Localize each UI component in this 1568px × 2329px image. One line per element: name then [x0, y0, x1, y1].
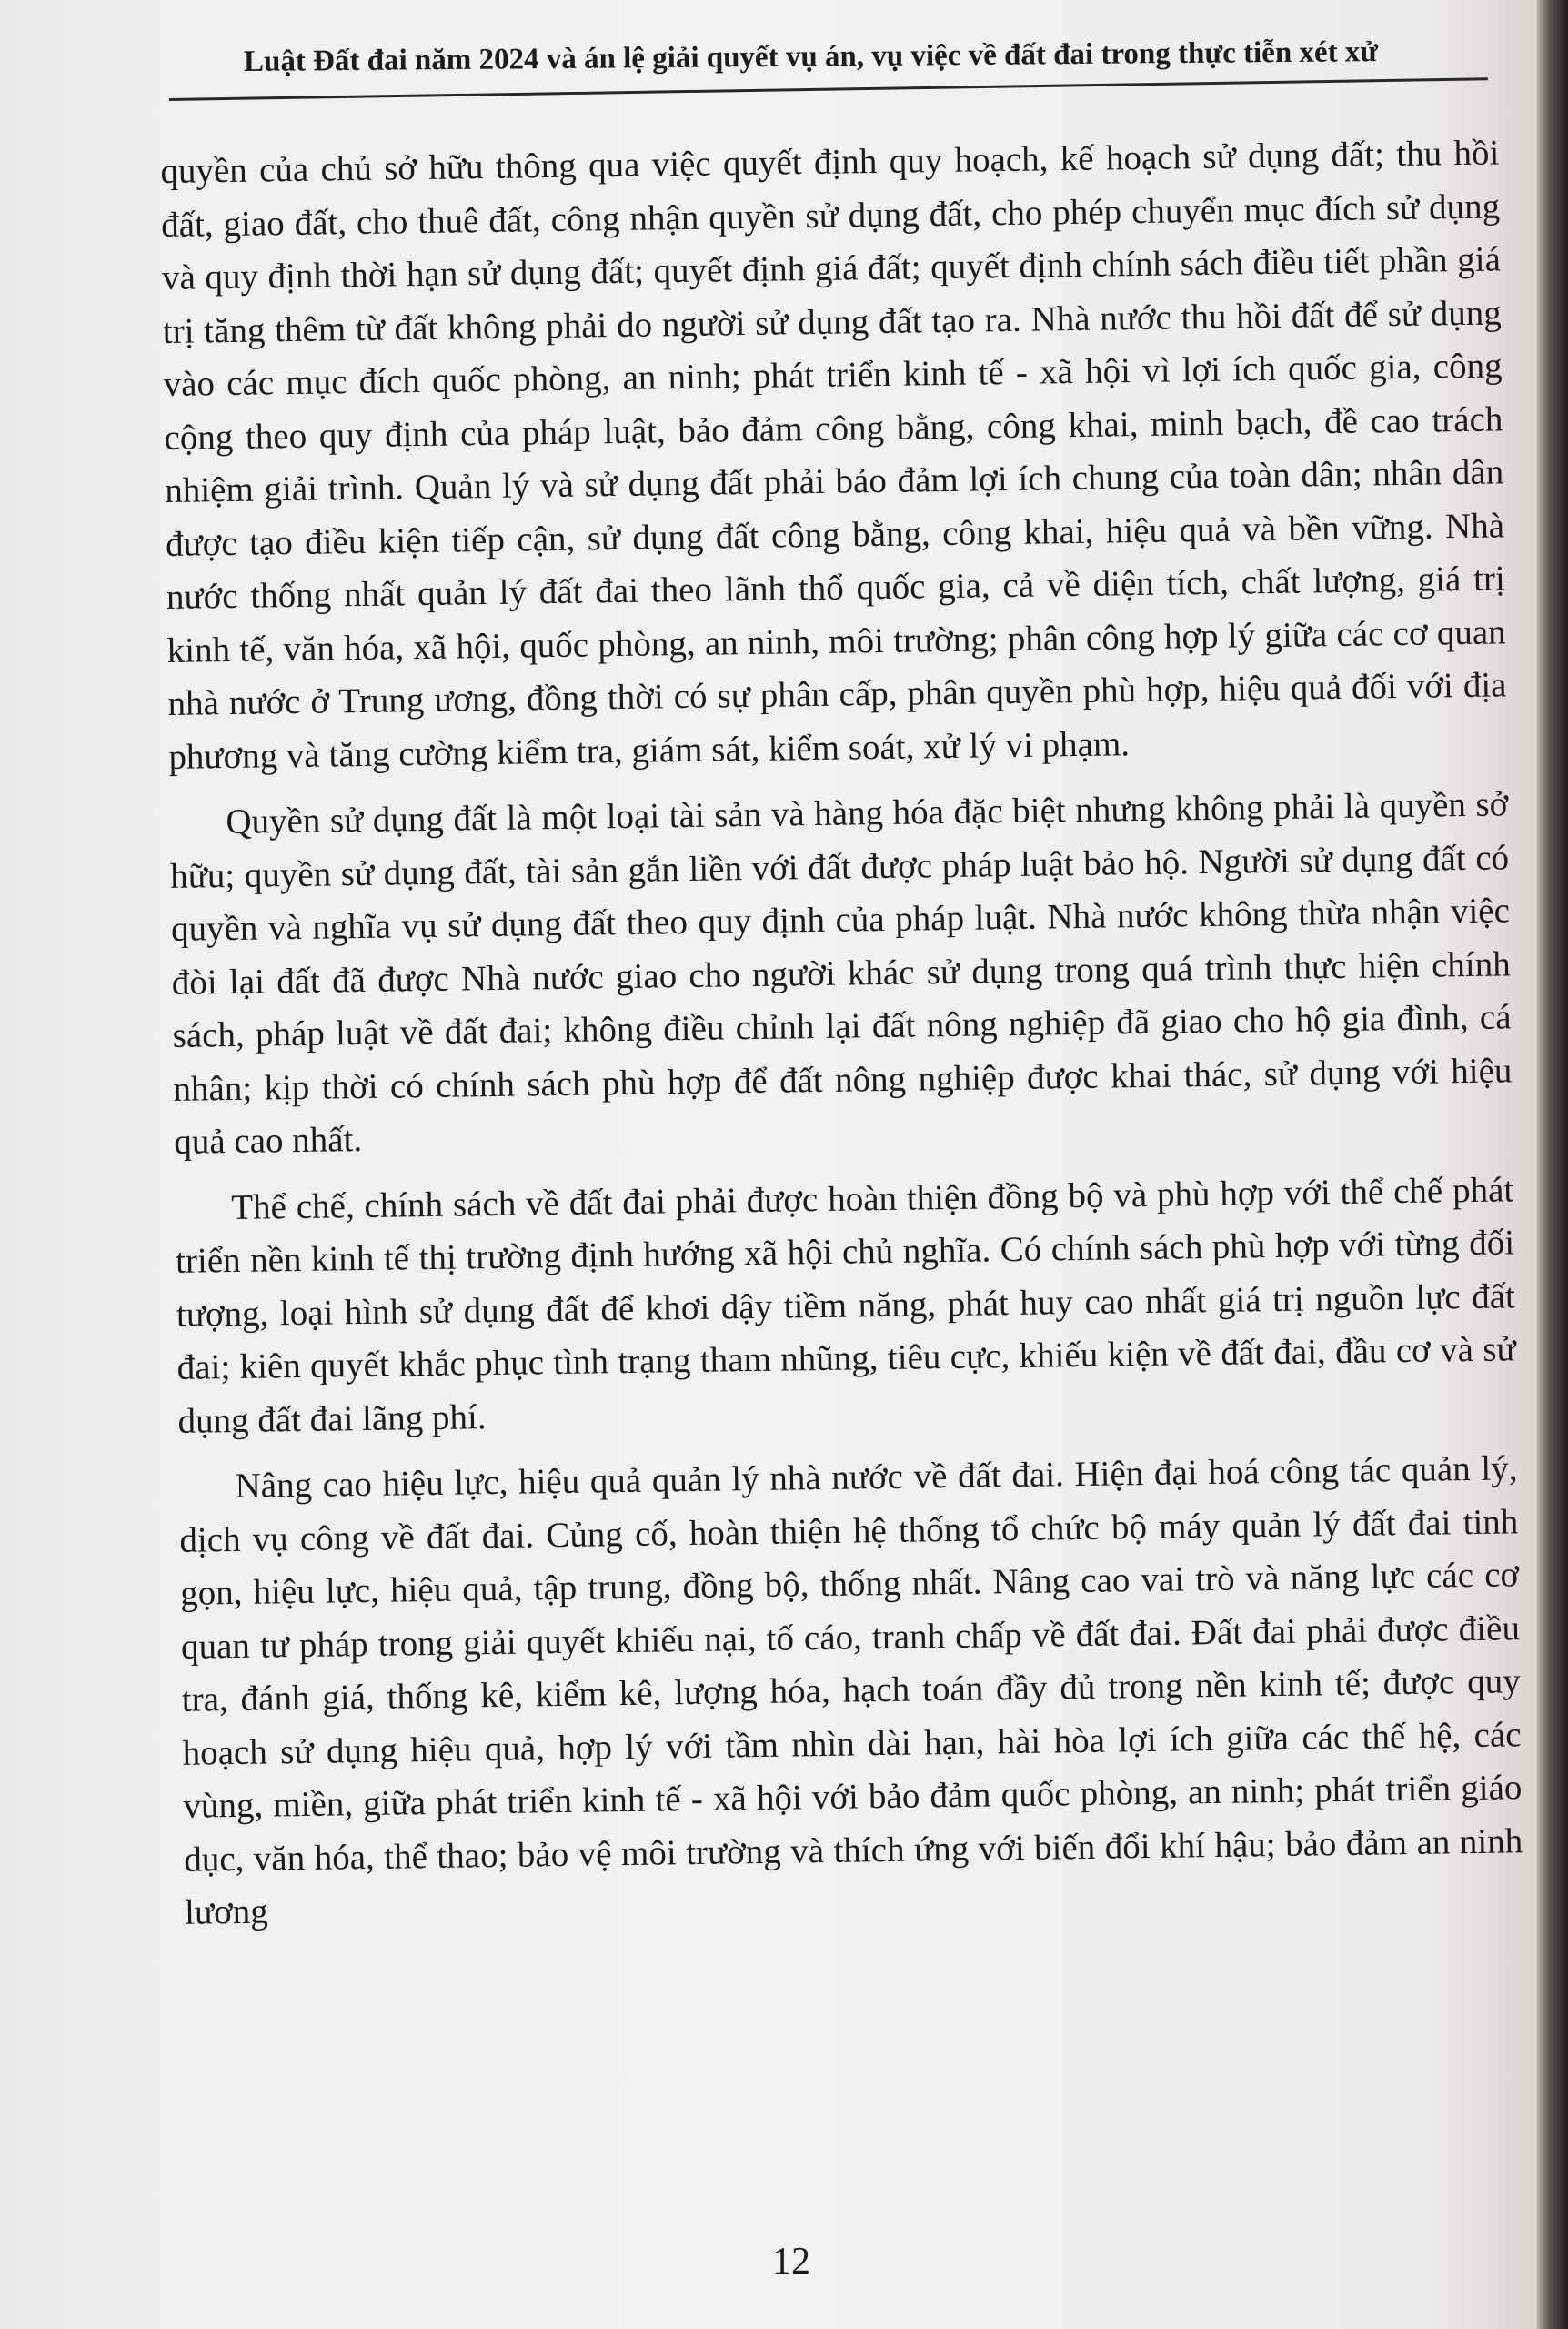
paragraph-3: Thể chế, chính sách về đất đai phải được hoàn thiện đồng bộ và phù hợp với thể chế phát triển nền kinh tế thị trường định hướng xã hội chủ nghĩa. Có chính sách phù hợp với từng đối tượng, loại hình sử dụng đất để khơi dậy tiềm năng, phát huy cao nhất giá trị nguồn lực đất đai; kiên quyết khắc phục tình trạng tham nhũng, tiêu cực, khiếu kiện về đất đai, đầu cơ và sử dụng đất đai lãng phí. — [175, 1169, 1516, 1441]
paragraph-4: Nâng cao hiệu lực, hiệu quả quản lý nhà nước về đất đai. Hiện đại hoá công tác quản lý, dịch vụ công về đất đai. Củng cố, hoàn thiện hệ thống tổ chức bộ máy quản lý đất đai tinh gọn, hiệu lực, hiệu quả, tập trung, đồng bộ, thống nhất. Nâng cao vai trò và năng lực các cơ quan tư pháp trong giải quyết khiếu nại, tố cáo, tranh chấp về đất đai. Đất đai phải được điều tra, đánh giá, thống kê, kiểm kê, lượng hóa, hạch toán đầy đủ trong nền kinh tế; được quy hoạch sử dụng hiệu quả, hợp lý với tầm nhìn dài hạn, hài hòa lợi ích giữa các thế hệ, các vùng, miền, giữa phát triển kinh tế - xã hội với bảo đảm quốc phòng, an ninh; phát triển giáo dục, văn hóa, thể thao; bảo vệ môi trường và thích ứng với biến đổi khí hậu; bảo đảm an ninh lương — [179, 1448, 1523, 1932]
page-number: 12 — [772, 2241, 810, 2283]
running-header: Luật Đất đai năm 2024 và án lệ giải quyết vụ án, vụ việc về đất đai trong thực tiễn xét xử — [243, 35, 1379, 78]
book-spine-edge — [1537, 0, 1568, 2329]
paragraph-1: quyền của chủ sở hữu thông qua việc quyết định quy hoạch, kế hoạch sử dụng đất; thu hồi đất, giao đất, cho thuê đất, công nhận quyền sử dụng đất, cho phép chuyển mục đích sử dụng và quy định thời hạn sử dụng đất; quyết định giá đất; quyết định chính sách điều tiết phần giá trị tăng thêm từ đất không phải do người sử dụng đất tạo ra. Nhà nước thu hồi đất để sử dụng vào các mục đích quốc phòng, an ninh; phát triển kinh tế - xã hội vì lợi ích quốc gia, công cộng theo quy định của pháp luật, bảo đảm công bằng, công khai, minh bạch, đề cao trách nhiệm giải trình. Quản lý và sử dụng đất phải bảo đảm lợi ích chung của toàn dân; nhân dân được tạo điều kiện tiếp cận, sử dụng đất công bằng, công khai, hiệu quả và bền vững. Nhà nước thống nhất quản lý đất đai theo lãnh thổ quốc gia, cả về diện tích, chất lượng, giá trị kinh tế, văn hóa, xã hội, quốc phòng, an ninh, môi trường; phân công hợp lý giữa các cơ quan nhà nước ở Trung ương, đồng thời có sự phân cấp, phân quyền phù hợp, hiệu quả đối với địa phương và tăng cường kiểm tra, giám sát, kiểm soát, xử lý vi phạm. — [160, 133, 1507, 777]
paragraph-2: Quyền sử dụng đất là một loại tài sản và hàng hóa đặc biệt nhưng không phải là quyền sở hữu; quyền sử dụng đất, tài sản gắn liền với đất được pháp luật bảo hộ. Người sử dụng đất có quyền và nghĩa vụ sử dụng đất theo quy định của pháp luật. Nhà nước không thừa nhận việc đòi lại đất đã được Nhà nước giao cho người khác sử dụng trong quá trình thực hiện chính sách, pháp luật về đất đai; không điều chỉnh lại đất nông nghiệp đã giao cho hộ gia đình, cá nhân; kịp thời có chính sách phù hợp để đất nông nghiệp được khai thác, sử dụng với hiệu quả cao nhất. — [169, 784, 1513, 1162]
header-rule — [169, 77, 1488, 101]
body-text — [160, 126, 1524, 1952]
